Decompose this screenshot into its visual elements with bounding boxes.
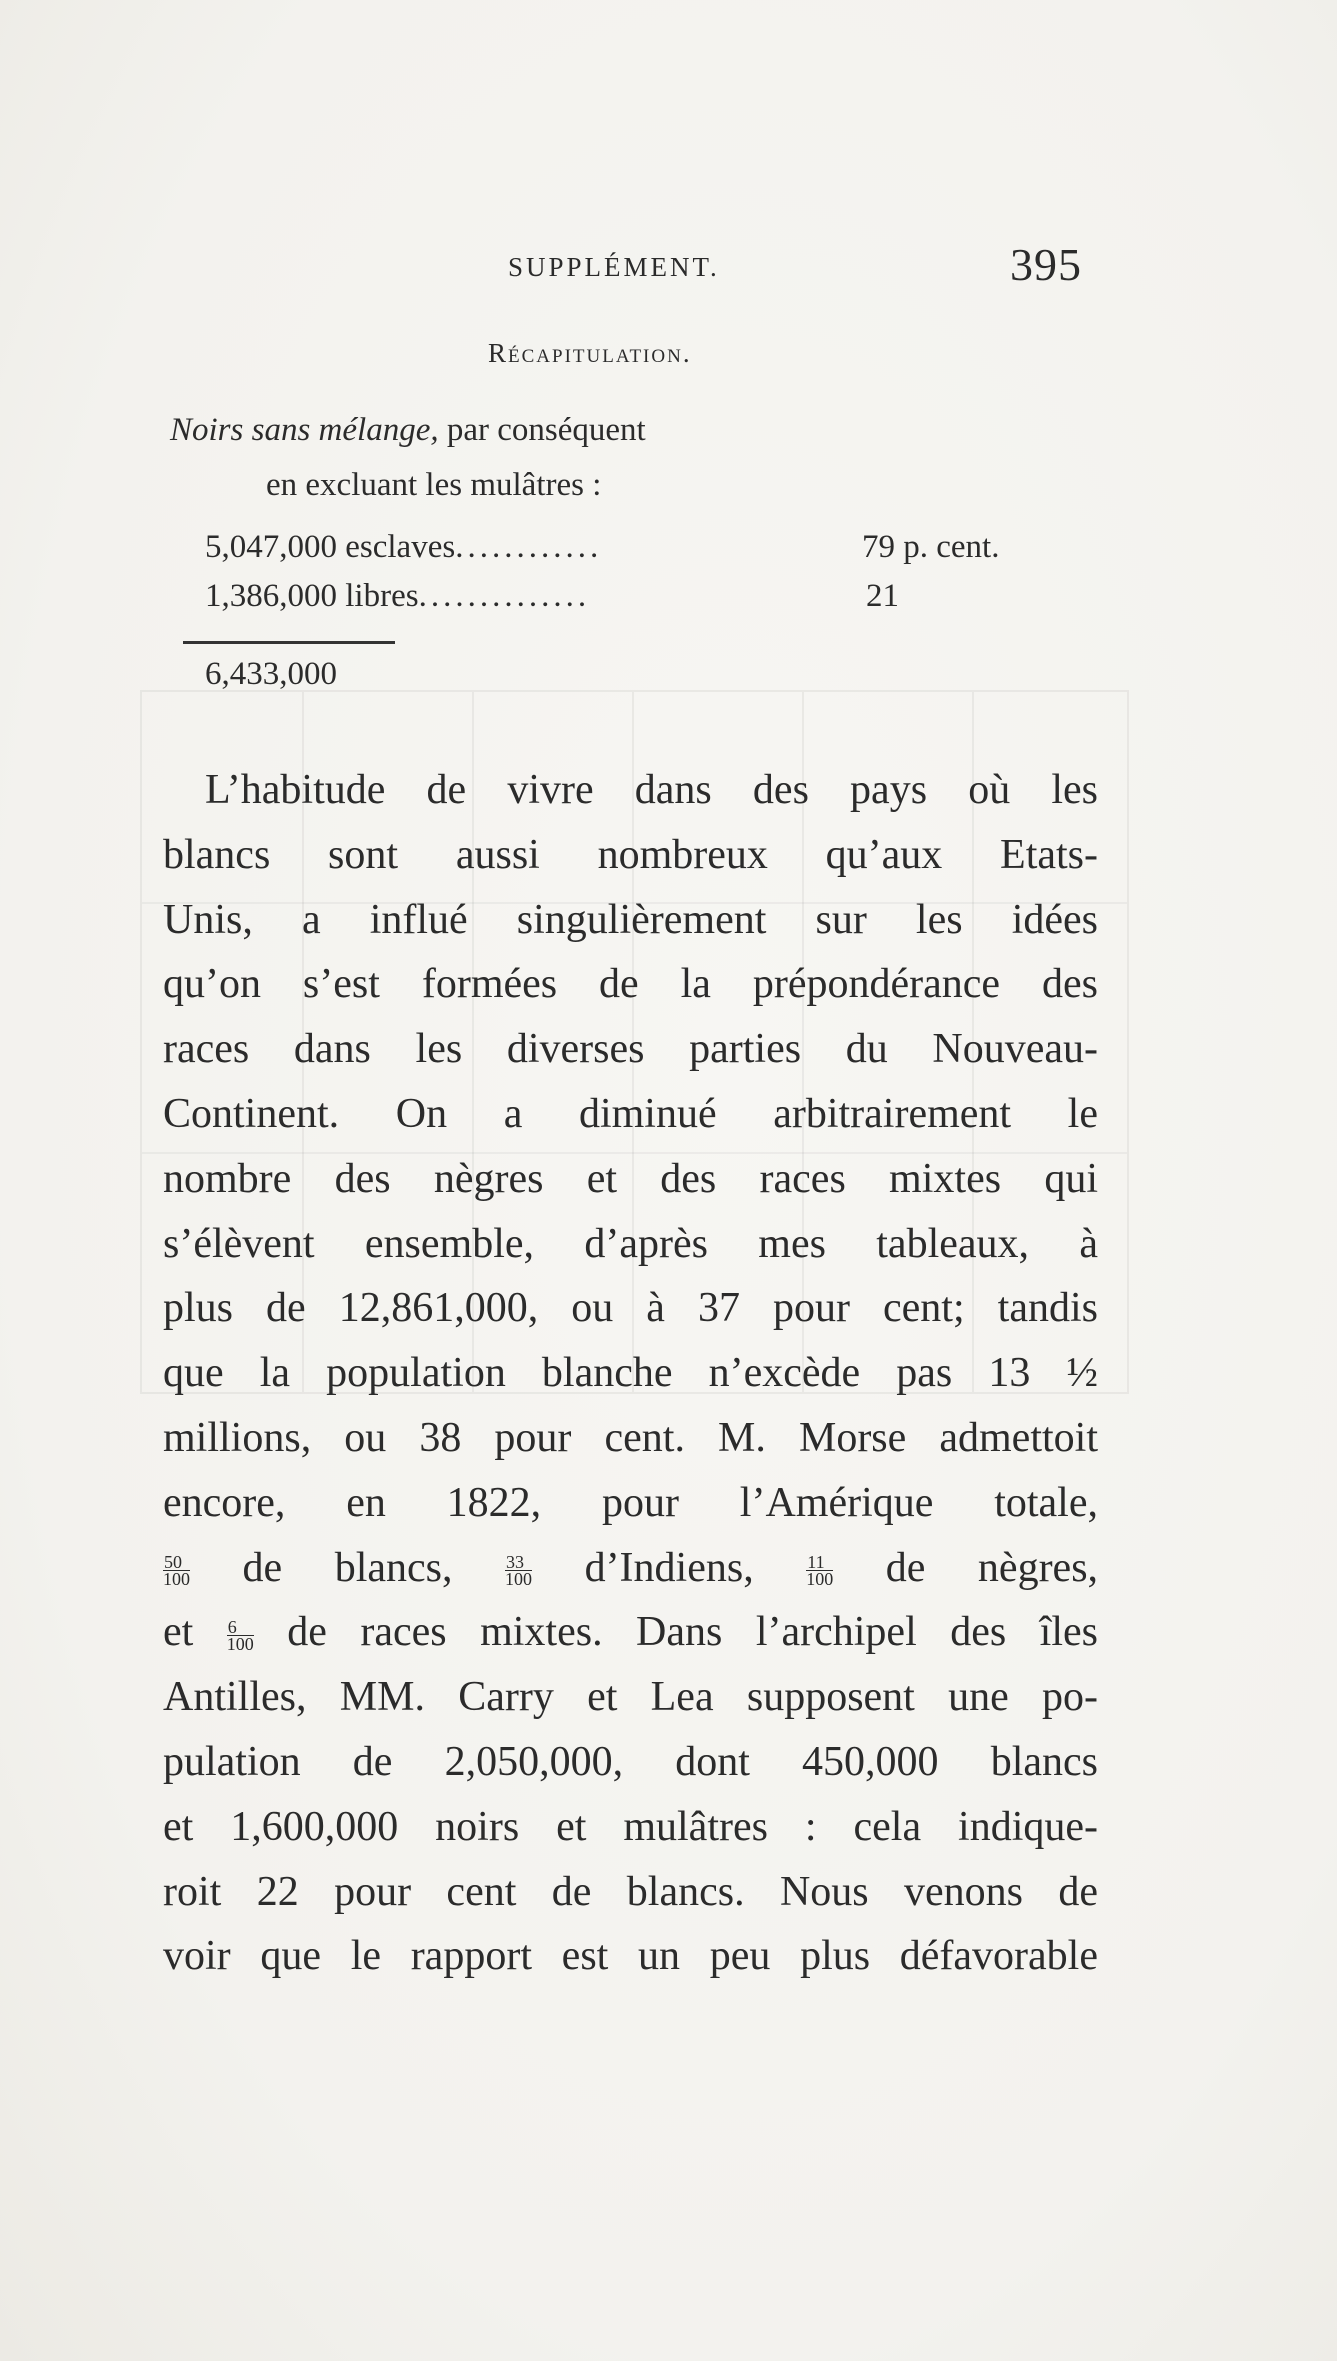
body-line: Antilles, MM. Carry et Lea supposent une po-: [163, 1674, 1098, 1721]
recap-title: Récapitulation.: [488, 338, 692, 368]
recap-intro-italic: Noirs sans mélange,: [170, 412, 439, 448]
body-line: millions, ou 38 pour cent. M. Morse admettoit: [163, 1414, 1098, 1461]
body-paragraph: [163, 758, 1098, 1989]
body-line: L’habitude de vivre dans des pays où les: [205, 767, 1098, 813]
body-line: plus de 12,861,000, ou à 37 pour cent; tandis: [163, 1285, 1098, 1332]
body-line: qu’on s’est formées de la prépondérance des: [163, 961, 1098, 1008]
recap-row-value: 21: [866, 578, 899, 614]
body-line: voir que le rapport est un peu plus défavorable: [163, 1933, 1098, 1980]
recap-row-label: libres: [345, 578, 419, 614]
recap-row-dots: ............: [455, 529, 603, 565]
fraction: $\frac{50}{100}$: [163, 1552, 190, 1590]
recap-total: 6,433,000: [205, 656, 337, 692]
fraction: $\frac{11}{100}$: [806, 1552, 834, 1590]
body-line: races dans les diverses parties du Nouveau-: [163, 1026, 1098, 1073]
body-line: nombre des nègres et des races mixtes qui: [163, 1155, 1098, 1202]
recap-row-free: [205, 578, 590, 615]
recap-row-number: 1,386,000: [205, 578, 337, 614]
recap-intro-line2: en excluant les mulâtres :: [266, 467, 602, 503]
body-line: et 1,600,000 noirs et mulâtres : cela indique-: [163, 1803, 1098, 1850]
recap-row-value: 79 p. cent.: [862, 529, 1000, 565]
body-line: Continent. On a diminué arbitrairement le: [163, 1090, 1098, 1137]
recap-intro: [170, 412, 646, 449]
recap-row-label: esclaves: [345, 529, 456, 565]
total-rule: [183, 641, 395, 644]
running-title: SUPPLÉMENT.: [508, 252, 720, 282]
body-line: pulation de 2,050,000, dont 450,000 blancs: [163, 1738, 1098, 1785]
body-line: blancs sont aussi nombreux qu’aux Etats-: [163, 831, 1098, 878]
recap-row-dots: ..............: [418, 578, 591, 614]
body-line: que la population blanche n’excède pas 13 ½: [163, 1350, 1098, 1397]
recap-intro-rest: par conséquent: [446, 412, 646, 448]
body-line-fractions: $\frac{50}{100}$ de blancs, $\frac{33}{100}$ d’Indiens, $\frac{11}{100}$ de nègres,: [163, 1544, 1099, 1591]
body-line: encore, en 1822, pour l’Amérique totale,: [163, 1479, 1098, 1526]
page-number: 395: [1010, 239, 1082, 290]
body-line: Unis, a influé singulièrement sur les idées: [163, 896, 1098, 943]
body-line-fraction: et $\frac{6}{100}$ de races mixtes. Dans l’archipel des îles: [163, 1609, 1098, 1656]
recap-row-slaves: [205, 529, 602, 566]
body-line: roit 22 pour cent de blancs. Nous venons de: [163, 1868, 1098, 1915]
body-line: s’élèvent ensemble, d’après mes tableaux, à: [163, 1220, 1098, 1267]
fraction: $\frac{6}{100}$: [226, 1617, 254, 1655]
fraction: $\frac{33}{100}$: [505, 1552, 533, 1590]
recap-row-number: 5,047,000: [205, 529, 337, 565]
